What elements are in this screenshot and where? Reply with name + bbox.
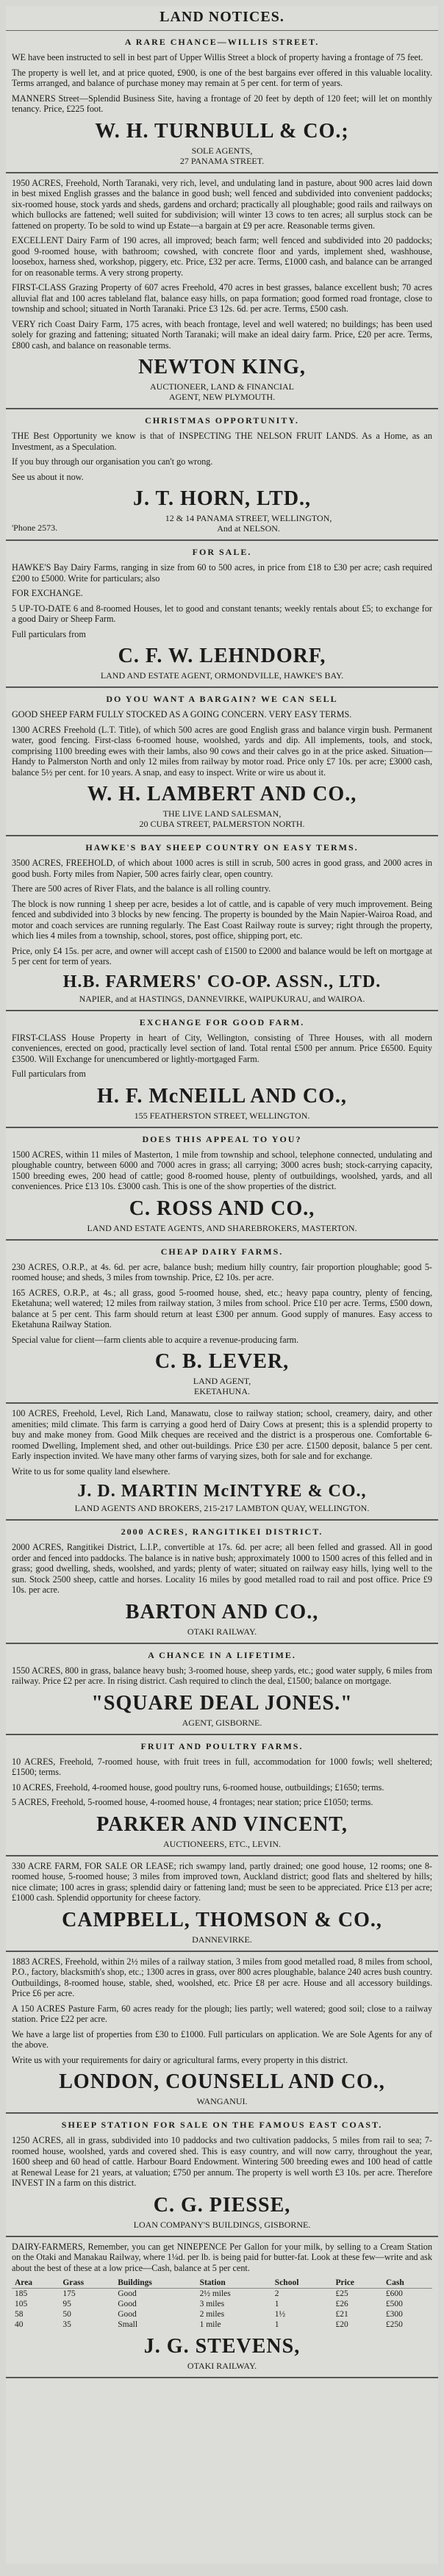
ad-table-cell: 105 [15, 2300, 28, 2308]
ad-block [6, 1521, 438, 1644]
ad-body-paragraph: Special value for client—farm clients able to acquire a revenue-producing farm. [12, 1334, 299, 1345]
ad-body-paragraph: MANNERS Street—Splendid Business Site, having a frontage of 20 feet by depth of 120 feet; will let on monthly tenancy. Price, £225 foot. [12, 93, 432, 114]
ad-header: FRUIT AND POULTRY FARMS. [140, 1740, 304, 1751]
ad-block [6, 836, 438, 1011]
ad-body-paragraph: Full particulars from [12, 628, 86, 639]
ad-table-cell: 2½ miles [199, 2289, 231, 2298]
agent-sub-line: 27 PANAMA STREET. [179, 155, 265, 166]
ad-body-paragraph: 1250 ACRES, all in grass, subdivided into 10 paddocks and two cultivation paddocks, 5 miles from rail to sea; 7-roomed house, woolshed, yards and covered shed. This is easy country, and will now carry, throughout the year, 1600 sheep and 60 head of cattle. Harbour Board Endowment. Wintering 500 breeding ewes and 100 head of cattle at Renewal Lease for 21 years, at valuation; £750 per annum. The property is well worth £3 10s. per acre. Therefore INVEST IN a farm on this district. [12, 2135, 432, 2188]
ad-body-paragraph: 1883 ACRES, Freehold, within 2½ miles of a railway station, 3 miles from good metalled road, 8 miles from school, P.O., factory, blacksmith's shop, etc.; 1300 acres in grass, over 800 acres ploughable, balance 240 acres bush country. Outbuildings, 8-roomed house, stable, shed, woolshed, etc. Price £8 per acre. House and all accessory buildings. Price £6 per acre. [12, 1956, 432, 1998]
agent-name: H.B. FARMERS' CO-OP. ASSN., LTD. [62, 972, 382, 991]
ad-table-cell: 2 [274, 2289, 279, 2298]
ad-block [6, 1856, 438, 1952]
ad-body-paragraph: A 150 ACRES Pasture Farm, 60 acres ready for the plough; lies partly; well watered; good soil; close to a railway station. Price £22 per acre. [12, 2003, 432, 2024]
ad-table-header: Buildings [115, 2278, 196, 2289]
agent-name: LONDON, COUNSELL AND CO., [59, 2070, 385, 2093]
ad-table-cell: £500 [385, 2300, 403, 2308]
ad-body-paragraph: FIRST-CLASS Grazing Property of 607 acres Freehold, 470 acres in best grasses, balance excellent bush; 70 acres alluvial flat and 100 acres tableland flat, balance easy hills, on papa formation; good formed road frontage, close to township and school; situated in North Taranaki. Price £3 12s. 6d. per acre. Terms, £500 cash. [12, 282, 432, 314]
ad-table-cell: 3 miles [199, 2300, 225, 2308]
agent-name: W. H. TURNBULL & CO.; [95, 119, 349, 143]
agent-sub-line: LAND AND ESTATE AGENTS, AND SHAREBROKERS, MASTERTON. [87, 1222, 357, 1233]
ad-table-header: Price [333, 2278, 383, 2289]
ad-header: 2000 ACRES, RANGITIKEI DISTRICT. [121, 1526, 323, 1537]
agent-sub-line: EKETAHUNA. [193, 1386, 251, 1396]
ad-table-cell: 1 [274, 2300, 279, 2308]
agent-name: H. F. McNEILL AND CO., [97, 1084, 347, 1108]
ad-table-cell: £25 [335, 2289, 348, 2298]
ad-table-cell: 1 mile [199, 2320, 221, 2329]
agent-sub-line: 20 CUBA STREET, PALMERSTON NORTH. [139, 819, 305, 829]
ad-body-paragraph: 3500 ACRES, FREEHOLD, of which about 1000 acres is still in scrub, 500 acres in good grass, and 2000 acres in good bush. Forty miles from Napier, 500 acres fairly clear, open country. [12, 858, 432, 879]
masthead: LAND NOTICES. [6, 6, 438, 31]
ad-block [6, 31, 438, 173]
ad-table-cell: 35 [62, 2320, 71, 2329]
ad-body-paragraph: There are 500 acres of River Flats, and the balance is all rolling country. [12, 883, 271, 894]
ad-header: HAWKE'S BAY SHEEP COUNTRY ON EASY TERMS. [85, 842, 359, 853]
ad-body-paragraph: 1550 ACRES, 800 in grass, balance heavy bush; 3-roomed house, sheep yards, etc.; good water supply, 6 miles from railway. Price £2 per acre. In rising district. Cash required to clinch the deal, £1500; balance on mortgage. [12, 1665, 432, 1686]
ad-header: SHEEP STATION FOR SALE ON THE FAMOUS EAST COAST. [61, 2120, 383, 2130]
ad-body-paragraph: 1950 ACRES, Freehold, North Taranaki, very rich, level, and undulating land in pasture, about 900 acres laid down in best mixed English grasses and the balance in good bush; well fenced and subdivided into convenient paddocks; six-roomed house, stock yards and sheds, gardens and orchard; practically all ploughable; good rails and railways on which bullocks are fattened; well suited for subdivision; will winter 13 cows to ten acres; all surplus stock can be fattened on property. To be sold to wind up Estate—a bargain at £9 per acre. Reasonable terms given. [12, 177, 432, 231]
ad-body-paragraph: 230 ACRES, O.R.P., at 4s. 6d. per acre, balance bush; medium hilly country, fair proportion ploughable; good 5-roomed house; and sheds, 3 miles from township. Price, £2 10s. per acre. [12, 1261, 432, 1282]
ad-body-paragraph: Write to us for some quality land elsewhere. [12, 1465, 171, 1477]
ad-table-cell: 58 [15, 2310, 24, 2319]
ad-body-paragraph: 330 ACRE FARM, FOR SALE OR LEASE; rich swampy land, partly drained; one good house, 12 rooms; one 8-roomed house, 5-roomed house; 3 miles from improved town, Auckland district; good flats and sheltered by hills; nice climate; 100 acres in grass; splendid dairy or fattening land; must be seen to be appreciated. Price £13 per acre; £1000 cash. Splendid opportunity for cheese factory. [12, 1860, 432, 1903]
agent-sub-line: AUCTIONEERS, ETC., LEVIN. [163, 1838, 281, 1849]
ad-body-paragraph: 1300 ACRES Freehold (L.T. Title), of which 500 acres are good English grass and balance virgin bush. Permanent water, good fencing. First-class 6-roomed house, woolshed, yards and dip. All implements, tools, and stock, comprising 1100 breeding ewes with their lambs, also 90 cows and their calves go in at the price asked. Situation—Handy to Palmerston North and only 12 miles from railway by motor road. Price only £7 10s. per acre; £3000 cash, balance 5½ per cent. for 10 years. A snap, and easy to inspect. Write or wire us about it. [12, 724, 432, 778]
ad-block [6, 1241, 438, 1404]
ad-header: A CHANCE IN A LIFETIME. [148, 1649, 296, 1660]
ad-table-cell: 2 miles [199, 2310, 225, 2319]
agent-sub-line: AGENT, GISBORNE. [182, 1717, 262, 1728]
ad-block [6, 2237, 438, 2379]
ad-body-paragraph: 2000 ACRES, Rangitikei District, L.I.P., convertible at 17s. 6d. per acre; all been felled and grassed. All in good order and fenced into paddocks. The balance is in native bush; approximately 1000 to 1500 acres of this felled and in grass; good dwelling, sheds, woolshed, and yards; plenty of water; situated on railway easy hills, lying well to the sun. Stock 2500 sheep, cattle and horses. Locality 16 miles by good metalled road to rail and post office. Price £9 10s. per acre. [12, 1542, 432, 1595]
ad-table-cell: 1½ [274, 2310, 286, 2319]
agent-sub-line: AUCTIONEER, LAND & FINANCIAL [150, 381, 294, 392]
agent-name: NEWTON KING, [138, 356, 306, 378]
ad-table-row [12, 2309, 432, 2320]
agent-sub-line: THE LIVE LAND SALESMAN, [162, 808, 282, 819]
ad-table-cell: Good [118, 2310, 137, 2319]
agent-name: C. B. LEVER, [154, 1350, 290, 1373]
ad-block [6, 1735, 438, 1856]
ad-body-paragraph: HAWKE'S Bay Dairy Farms, ranging in size from 60 to 500 acres, in price from £18 to £30 per acre; cash required £200 to £5000. Write for particulars; also [12, 562, 432, 584]
ad-table-header: School [272, 2278, 333, 2289]
ad-block [6, 1952, 438, 2114]
agent-name: J. T. HORN, LTD., [132, 487, 312, 510]
ad-body-paragraph: If you buy through our organisation you can't go wrong. [12, 456, 213, 467]
ad-header: DOES THIS APPEAL TO YOU? [142, 1133, 302, 1144]
ad-body-paragraph: The block is now running 1 sheep per acre, besides a lot of cattle, and is capable of very much improvement. Being fenced and subdivided into 3 blocks by new fencing. The property is bounded by the Main Napier-Wairoa Road, and motor and coach services are running regularly. The East Coast Railway route is survey; right through the property, which lies 4 miles from a township, school, stores, post office, shipping port, etc. [12, 898, 432, 941]
agent-sub-line: LAND AGENTS AND BROKERS, 215-217 LAMBTON QUAY, WELLINGTON. [74, 1503, 370, 1513]
ad-table-cell: 40 [15, 2320, 24, 2329]
ad-header: A RARE CHANCE—WILLIS STREET. [124, 37, 320, 47]
ad-block [6, 409, 438, 541]
ad-body-paragraph: See us about it now. [12, 471, 84, 482]
agent-sub-line: 155 FEATHERSTON STREET, WELLINGTON. [134, 1110, 310, 1121]
ad-table-row [12, 2320, 432, 2330]
ad-body-paragraph: 10 ACRES, Freehold, 4-roomed house, good poultry runs, 6-roomed house, outbuildings; £1650; terms. [12, 1782, 384, 1793]
ad-table-header: Station [197, 2278, 272, 2289]
ad-table-header: Area [12, 2278, 60, 2289]
agent-sub-line: LAND AND ESTATE AGENT, ORMONDVILLE, HAWKE'S BAY. [100, 670, 344, 681]
agent-name: J. D. MARTIN McINTYRE & CO., [77, 1482, 367, 1501]
agent-sub-line: LOAN COMPANY'S BUILDINGS, GISBORNE. [133, 2219, 311, 2230]
agent-name: C. F. W. LEHNDORF, [118, 645, 326, 667]
agent-sub-line: DANNEVIRKE. [192, 1934, 252, 1945]
ad-body-paragraph: 5 ACRES, Freehold, 5-roomed house, 4-roomed house, 4 frontages; near station; price £1050; terms. [12, 1797, 373, 1807]
ad-table-cell: 50 [62, 2310, 71, 2319]
agent-name: PARKER AND VINCENT, [96, 1812, 348, 1836]
phone-text: 'Phone 2573. [12, 523, 58, 533]
agent-sub-line: WANGANUI. [196, 2096, 248, 2106]
ad-body-paragraph: The property is well let, and at price quoted, £900, is one of the best bargains ever offered in this valuable locality. Terms arranged, and balance of purchase money may remain at 5 per cent. for term of years. [12, 67, 432, 88]
ad-table-cell: Good [118, 2289, 137, 2298]
ad-table-cell: Good [118, 2300, 137, 2308]
ad-body-paragraph: 1500 ACRES, within 11 miles of Masterton, 1 mile from township and school, telephone connected, undulating and ploughable country, between 6000 and 7000 acres in grass; all carrying; 3000 acres bush; stock-carrying capacity, 1500 breeding ewes, 200 head of cattle; good 8-roomed house, plenty of outbuildings, woolshed, yards, and all conveniences. Price £13 10s. £3000 cash. This is one of the show properties of the district. [12, 1149, 432, 1191]
ad-header: FOR SALE. [192, 547, 252, 557]
ad-table-cell: 1 [274, 2320, 279, 2329]
ad-body-paragraph: 10 ACRES, Freehold, 7-roomed house, with fruit trees in full, accommodation for 1000 fowls; well sheltered; £1500; terms. [12, 1756, 432, 1777]
agent-sub-lines [65, 513, 432, 534]
ad-block [6, 1404, 438, 1521]
agent-sub-line: And at NELSON. [217, 523, 280, 534]
agent-name: C. ROSS AND CO., [129, 1196, 315, 1220]
ad-body-paragraph: WE have been instructed to sell in best part of Upper Willis Street a block of property having a frontage of 75 feet. [12, 52, 423, 62]
ad-body-paragraph: 5 UP-TO-DATE 6 and 8-roomed Houses, let to good and constant tenants; weekly rentals about £5; to exchange for a good Dairy or Sheep Farm. [12, 603, 432, 624]
ad-header: EXCHANGE FOR GOOD FARM. [139, 1016, 305, 1027]
ad-table-row [12, 2299, 432, 2309]
ad-table-cell: £21 [335, 2310, 348, 2319]
ad-table-cell: £600 [385, 2289, 403, 2298]
agent-name: "SQUARE DEAL JONES." [91, 1691, 353, 1715]
agent-name: J. G. STEVENS, [143, 2335, 301, 2358]
ad-table-cell: £20 [335, 2320, 348, 2329]
agent-sub-line: LAND AGENT, [193, 1376, 251, 1386]
ad-table-cell: 175 [62, 2289, 76, 2298]
agent-sub-row [12, 513, 432, 534]
ad-body-paragraph: EXCELLENT Dairy Farm of 190 acres, all improved; beach farm; well fenced and subdivided into 20 paddocks; good 9-roomed house, with bathroom; cowshed, with concrete floor and yards, implement shed, washhouse, loosebox, harness shed, workshop, piggery, etc. Price, £32 per acre. Terms, £1000 cash, and balance can be arranged for on reasonable terms. A very strong property. [12, 235, 432, 278]
ad-body-paragraph: Price, only £4 15s. per acre, and owner will accept cash of £1500 to £2000 and balance would be left on mortgage at 5 per cent for term of years. [12, 945, 432, 966]
ad-table-cell: £26 [335, 2300, 348, 2308]
ad-body-paragraph: DAIRY-FARMERS, Remember, you can get NINEPENCE Per Gallon for your milk, by selling to a Cream Station on the Otaki and Manakau Railway, where 1¼d. per lb. is being paid for butter-fat. Look at these few—write and ask about the best of these at a low price—Cash, balance at 5 per cent. [12, 2241, 432, 2273]
agent-sub-line: OTAKI RAILWAY. [187, 1626, 257, 1637]
ad-body-paragraph: THE Best Opportunity we know is that of INSPECTING THE NELSON FRUIT LANDS. As a Home, as an Investment, as a Speculation. [12, 431, 432, 452]
ad-body-paragraph: 165 ACRES, O.R.P., at 4s.; all grass, good 5-roomed house, shed, etc.; heavy papa country, plenty of fencing, Eketahuna; well watered; 12 miles from railway station, 3 miles from school. Price £10 per acre. Terms, £500 down, balance at 5 per cent. This farm should return at least £300 per annum. Good supply of manures. Easy access to Eketahuna Railway Station. [12, 1287, 432, 1330]
ad-table-header: Grass [60, 2278, 115, 2289]
agent-name: CAMPBELL, THOMSON & CO., [62, 1908, 382, 1931]
ad-block [6, 541, 438, 688]
ad-header: CHRISTMAS OPPORTUNITY. [145, 415, 299, 426]
ad-body-paragraph: FOR EXCHANGE. [12, 588, 83, 598]
ad-table-cell: £250 [385, 2320, 403, 2329]
ad-table [12, 2278, 432, 2330]
ad-block [6, 1128, 438, 1241]
ad-block [6, 2114, 438, 2237]
agent-sub-line: AGENT, NEW PLYMOUTH. [168, 392, 276, 402]
agent-name: BARTON AND CO., [125, 1600, 319, 1624]
ad-block [6, 173, 438, 410]
ad-body-paragraph: GOOD SHEEP FARM FULLY STOCKED AS A GOING CONCERN. VERY EASY TERMS. [12, 709, 352, 720]
agent-sub-line: SOLE AGENTS, [191, 145, 253, 156]
agent-sub-line: 12 & 14 PANAMA STREET, WELLINGTON, [165, 513, 332, 523]
ad-header: CHEAP DAIRY FARMS. [160, 1246, 284, 1257]
agent-name: W. H. LAMBERT AND CO., [87, 783, 357, 806]
ad-table-cell: Small [118, 2320, 138, 2329]
agent-sub-line: OTAKI RAILWAY. [187, 2361, 257, 2371]
ad-body-paragraph: Write us with your requirements for dairy or agricultural farms, every property in this district. [12, 2054, 348, 2065]
ad-body-paragraph: We have a large list of properties from £30 to £1000. Full particulars on application. We are Sole Agents for any of the above. [12, 2028, 432, 2050]
ad-header: DO YOU WANT A BARGAIN? WE CAN SELL [106, 694, 338, 704]
ad-body-paragraph: Full particulars from [12, 1069, 86, 1079]
ad-table-header: Cash [383, 2278, 432, 2289]
ad-table-cell: 95 [62, 2300, 71, 2308]
ad-block [6, 1644, 438, 1735]
ad-body-paragraph: VERY rich Coast Dairy Farm, 175 acres, with beach frontage, level and well watered; no buildings; has been used solely for grazing and fattening; situated North Taranaki; will make an ideal dairy farm. Price, £20 per acre. Terms, £800 cash, and balance on reasonable terms. [12, 318, 432, 351]
ad-body-paragraph: 100 ACRES, Freehold, Level, Rich Land, Manawatu, close to railway station; school, creamery, dairy, and other amenities; mild climate. This farm is carrying a good herd of Dairy Cows at present; this is a splendid property to buy and make money from. Good Milk cheques are received and the district is a prosperous one. Comfortable 6-roomed Dwelling, Implement shed, and other out-buildings. Price £30 per acre. £1500 deposit, balance 5 per cent. Early inspection invited. We have many other farms of varying sizes, both for sale and for exchange. [12, 1408, 432, 1461]
ad-block [6, 688, 438, 836]
ad-table-row [12, 2289, 432, 2300]
ad-block [6, 1011, 438, 1128]
agent-name: C. G. PIESSE, [153, 2193, 291, 2217]
ads-container [6, 31, 438, 2378]
land-notices-page [6, 6, 438, 2564]
ad-table-cell: 185 [15, 2289, 28, 2298]
agent-sub-line: NAPIER, and at HASTINGS, DANNEVIRKE, WAIPUKURAU, and WAIROA. [79, 993, 365, 1004]
ad-table-cell: £300 [385, 2310, 403, 2319]
ad-body-paragraph: FIRST-CLASS House Property in heart of City, Wellington, consisting of Three Houses, with all modern conveniences, erected on good, practically level section of land. Total rental £500 per annum. Price £6500. Equity £3500. Will Exchange for unencumbered or lightly-mortgaged Farm. [12, 1032, 432, 1064]
